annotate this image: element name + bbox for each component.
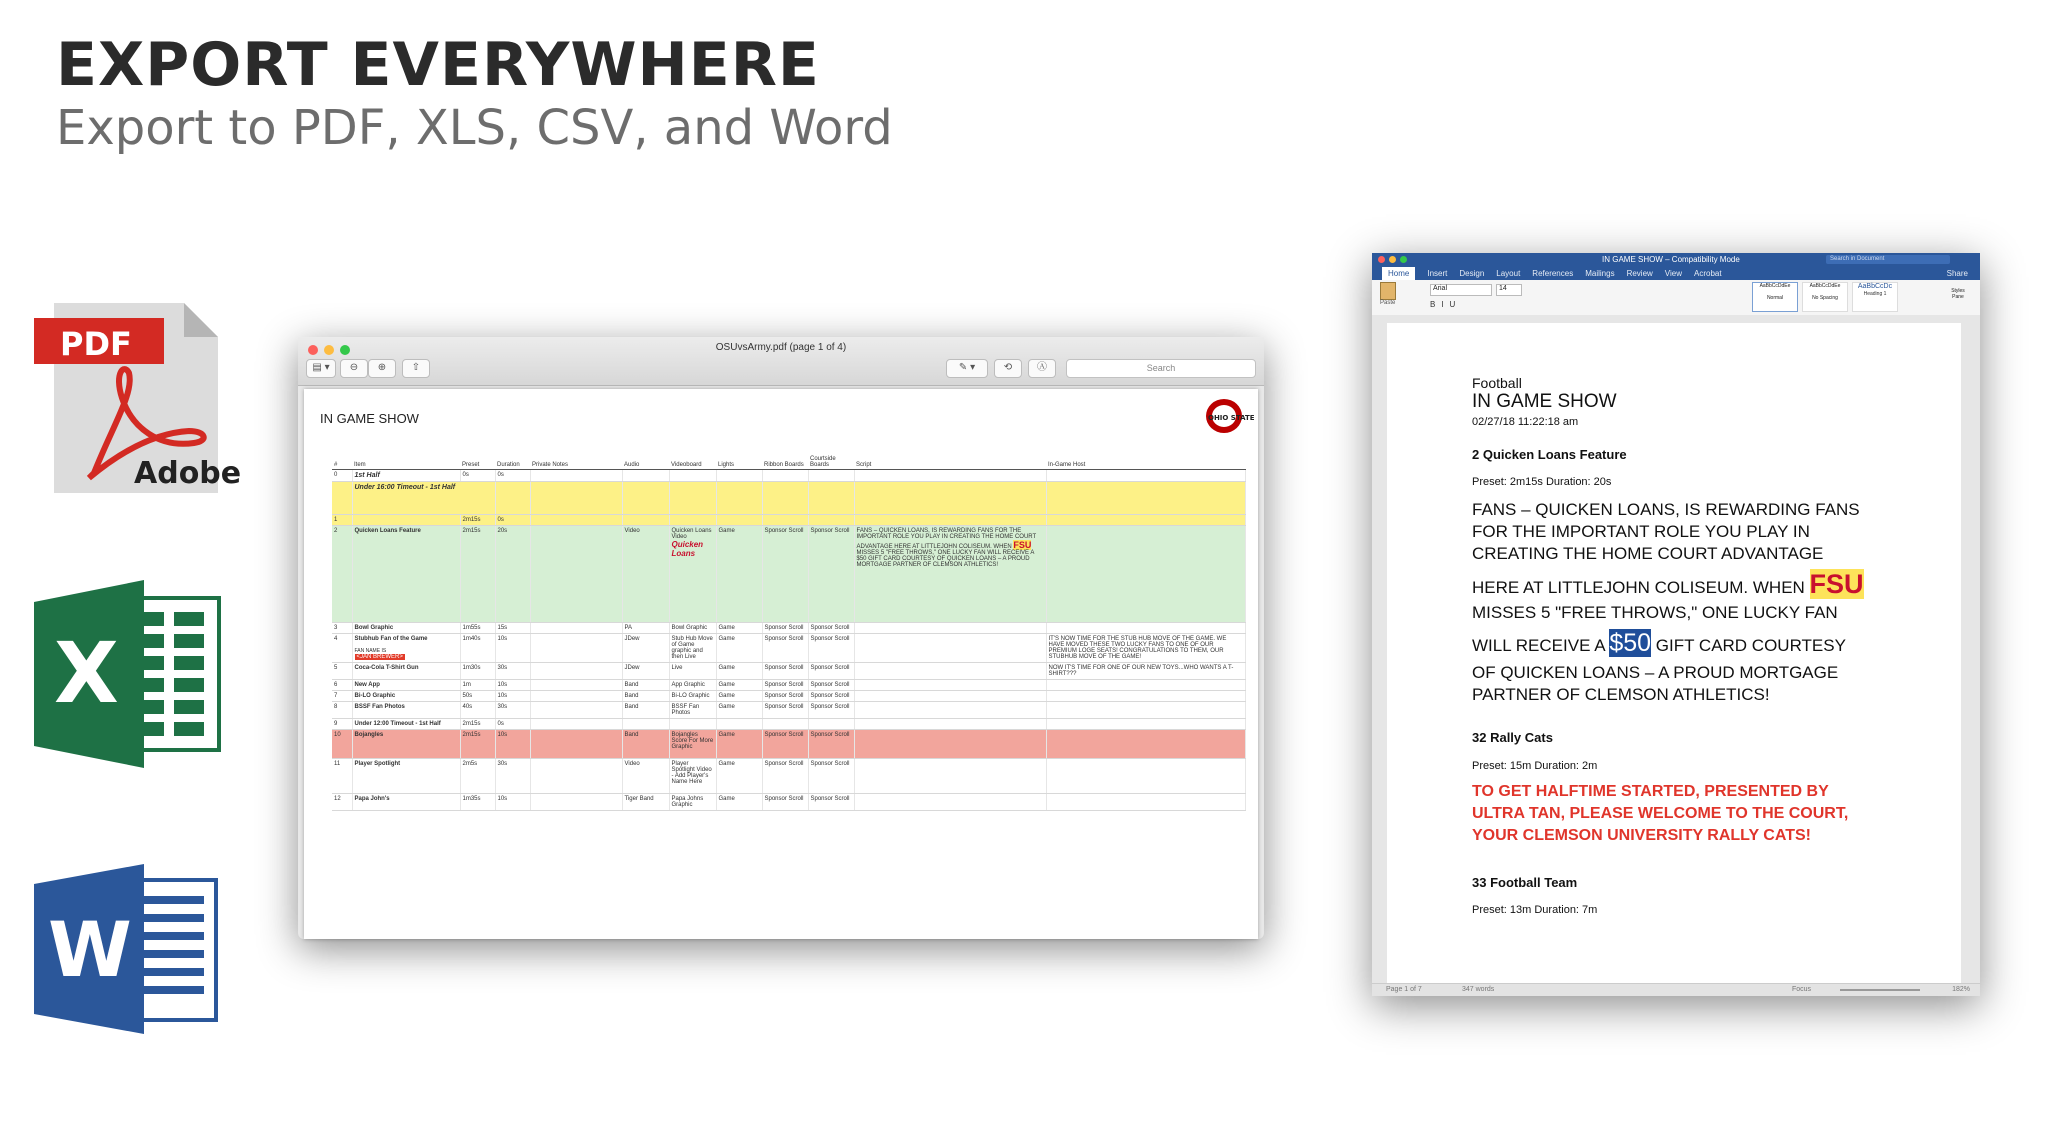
cell-item: Bojangles	[352, 730, 460, 759]
cell-ribbon: Sponsor Scroll	[762, 730, 808, 759]
excel-letter: X	[54, 624, 119, 722]
fsu-highlight: FSU	[1013, 540, 1032, 550]
cell-court: Sponsor Scroll	[808, 663, 854, 680]
cell-ribbon: Sponsor Scroll	[762, 691, 808, 702]
word-window-title: IN GAME SHOW – Compatibility Mode	[1602, 255, 1740, 264]
cell-empty	[854, 515, 1046, 526]
cell-num: 0	[332, 470, 352, 482]
cell-empty	[622, 515, 669, 526]
word-count: 347 words	[1462, 986, 1495, 993]
cell-empty	[1046, 526, 1246, 623]
cell-duration: 15s	[495, 623, 530, 634]
doc-category: Football	[1472, 375, 1522, 391]
close-button[interactable]	[1378, 256, 1385, 263]
col-header: Preset	[460, 455, 495, 470]
cell-empty	[1046, 691, 1246, 702]
cell-empty	[854, 634, 1046, 663]
cell-empty	[530, 702, 622, 719]
item-football-title: 33 Football Team	[1472, 875, 1578, 890]
col-header: Courtside Boards	[808, 455, 854, 470]
word-ribbon	[1372, 280, 1980, 316]
doc-line-text: WILL RECEIVE A	[1472, 636, 1605, 655]
cell-preset: 1m30s	[460, 663, 495, 680]
cell-lights: Game	[716, 759, 762, 794]
cell-empty	[854, 470, 1046, 482]
cell-empty	[808, 482, 854, 515]
styles-pane-button[interactable]: Styles Pane	[1951, 288, 1965, 300]
table-row	[332, 470, 1246, 482]
cell-court: Sponsor Scroll	[808, 702, 854, 719]
cell-audio: Band	[622, 702, 669, 719]
doc-line-red: TO GET HALFTIME STARTED, PRESENTED BY	[1472, 783, 1829, 800]
table-header-row	[332, 455, 1246, 470]
table-row	[332, 482, 1246, 515]
quicken-loans-logo: Quicken Loans	[671, 540, 704, 558]
col-header: Ribbon Boards	[762, 455, 808, 470]
cell-lights: Game	[716, 623, 762, 634]
cell-empty	[1046, 623, 1246, 634]
cell-empty	[669, 470, 716, 482]
cell-audio: Video	[622, 759, 669, 794]
cell-duration: 0s	[495, 515, 530, 526]
cell-ribbon: Sponsor Scroll	[762, 663, 808, 680]
cell-video: Bi-LO Graphic	[669, 691, 716, 702]
col-header: Videoboard	[669, 455, 716, 470]
cell-lights: Game	[716, 680, 762, 691]
cell-empty	[530, 691, 622, 702]
style-no-spacing[interactable]	[1802, 282, 1848, 312]
cell-audio: Band	[622, 730, 669, 759]
cell-empty	[854, 730, 1046, 759]
cell-num: 1	[332, 515, 352, 526]
cell-empty	[669, 515, 716, 526]
style-sample: AaBbCcDdEe	[1809, 283, 1841, 289]
word-titlebar	[1372, 253, 1980, 267]
cell-duration: 0s	[495, 719, 530, 730]
cell-empty	[1046, 719, 1246, 730]
cell-audio: Band	[622, 680, 669, 691]
table-row	[332, 730, 1246, 759]
table-row	[332, 702, 1246, 719]
excel-file-icon	[34, 580, 219, 768]
table-row	[332, 691, 1246, 702]
zoom-slider[interactable]	[1840, 989, 1920, 991]
col-header: Private Notes	[530, 455, 622, 470]
cell-ribbon: Sponsor Scroll	[762, 526, 808, 623]
cell-item: Under 16:00 Timeout - 1st Half	[352, 482, 495, 515]
cell-audio: Video	[622, 526, 669, 623]
cell-empty	[1046, 470, 1246, 482]
font-name-select[interactable]: Arial	[1430, 284, 1492, 296]
cell-duration: 10s	[495, 634, 530, 663]
cell-lights: Game	[716, 730, 762, 759]
col-header: #	[332, 455, 352, 470]
cell-num: 4	[332, 634, 352, 663]
script-text: MISSES 5 "FREE THROWS," ONE LUCKY FAN WILL RECEIVE A $50 GIFT CARD COURTESY OF QUICKEN LOANS – A PROUD MORTGAGE PARTNER OF CLEMSON ATHLETICS!	[856, 550, 1035, 568]
table-row	[332, 759, 1246, 794]
cell-duration: 30s	[495, 702, 530, 719]
doc-line-red: YOUR CLEMSON UNIVERSITY RALLY CATS!	[1472, 827, 1811, 844]
pdf-label: PDF	[60, 325, 132, 363]
cell-item: Bi-LO Graphic	[352, 691, 460, 702]
cell-duration: 10s	[495, 794, 530, 811]
paste-button[interactable]	[1380, 282, 1396, 306]
cell-item: BSSF Fan Photos	[352, 702, 460, 719]
style-heading-1[interactable]	[1852, 282, 1898, 312]
cell-video: Bowl Graphic	[669, 623, 716, 634]
cell-empty	[854, 691, 1046, 702]
cell-empty	[762, 482, 808, 515]
cell-preset: 1m55s	[460, 623, 495, 634]
col-header: Item	[352, 455, 460, 470]
script-text: FANS – QUICKEN LOANS, IS REWARDING FANS FOR THE IMPORTANT ROLE YOU PLAY IN CREATING THE HOME COURT ADVANTAGE HERE AT LITTLEJOHN COLISEUM. WHEN	[856, 528, 1037, 550]
cell-empty	[854, 623, 1046, 634]
cell-preset: 2m15s	[460, 730, 495, 759]
table-row	[332, 526, 1246, 623]
cell-preset: 1m	[460, 680, 495, 691]
cell-empty	[1046, 794, 1246, 811]
col-header: Audio	[622, 455, 669, 470]
cell-duration: 20s	[495, 526, 530, 623]
doc-title: IN GAME SHOW	[1472, 391, 1617, 412]
cell-num: 12	[332, 794, 352, 811]
cell-empty	[530, 719, 622, 730]
tab-insert[interactable]: Insert	[1427, 269, 1448, 278]
tab-mailings[interactable]: Mailings	[1585, 269, 1615, 278]
word-document-area	[1372, 315, 1980, 984]
col-header: Duration	[495, 455, 530, 470]
cell-empty	[622, 719, 669, 730]
page-count: Page 1 of 7	[1386, 986, 1422, 993]
tab-view[interactable]: View	[1664, 269, 1682, 278]
doc-date: 02/27/18 11:22:18 am	[1472, 416, 1579, 428]
style-sample: AaBbCcDc	[1857, 283, 1893, 290]
cell-num: 9	[332, 719, 352, 730]
doc-line: OF QUICKEN LOANS – A PROUD MORTGAGE	[1472, 663, 1839, 682]
tab-references[interactable]: References	[1532, 269, 1574, 278]
cell-duration: 0s	[495, 470, 530, 482]
cell-empty	[1046, 730, 1246, 759]
style-name: Heading 1	[1863, 291, 1887, 297]
cell-empty	[854, 680, 1046, 691]
cell-video-text: Quicken Loans Video	[671, 528, 712, 540]
doc-line: PARTNER OF CLEMSON ATHLETICS!	[1472, 685, 1770, 704]
cell-num: 3	[332, 623, 352, 634]
cell-duration: 10s	[495, 680, 530, 691]
zoom-level: 182%	[1952, 986, 1970, 993]
item-rally-title: 32 Rally Cats	[1472, 730, 1553, 745]
cell-empty	[530, 515, 622, 526]
cell-preset: 2m15s	[460, 719, 495, 730]
fifty-dollar-highlight: $50	[1609, 629, 1652, 657]
style-name: Normal	[1766, 295, 1784, 301]
cell-ribbon: Sponsor Scroll	[762, 623, 808, 634]
cell-duration: 30s	[495, 663, 530, 680]
share-icon[interactable]: ⇧	[402, 359, 430, 378]
cell-empty	[530, 470, 622, 482]
cell-lights: Game	[716, 691, 762, 702]
table-row	[332, 663, 1246, 680]
cell-duration: 30s	[495, 759, 530, 794]
cell-video: Stub Hub Move of Game graphic and then Live	[669, 634, 716, 663]
cell-num: 2	[332, 526, 352, 623]
word-search-input[interactable]: Search in Document	[1826, 255, 1950, 264]
fan-label: FAN NAME IS	[354, 648, 387, 654]
cell-empty	[1046, 515, 1246, 526]
cell-empty	[530, 794, 622, 811]
zoom-out-icon[interactable]: ⊖	[340, 359, 368, 378]
focus-button[interactable]: Focus	[1792, 986, 1812, 993]
tab-review[interactable]: Review	[1626, 269, 1653, 278]
cell-item: Player Spotlight	[352, 759, 460, 794]
ohio-state-logo-icon	[1204, 397, 1255, 435]
cell-empty	[808, 719, 854, 730]
cell-empty	[854, 702, 1046, 719]
preview-window-title: OSUvsArmy.pdf (page 1 of 4)	[715, 342, 847, 353]
adobe-label: Adobe	[134, 456, 242, 491]
cell-empty	[854, 794, 1046, 811]
cell-empty	[530, 680, 622, 691]
cell-ribbon: Sponsor Scroll	[762, 702, 808, 719]
cell-audio: JDew	[622, 634, 669, 663]
cell-empty	[762, 470, 808, 482]
cell-item: 1st Half	[352, 470, 460, 482]
cell-empty	[716, 482, 762, 515]
cell-empty	[530, 759, 622, 794]
cell-lights: Game	[716, 663, 762, 680]
cell-audio: PA	[622, 623, 669, 634]
cell-court: Sponsor Scroll	[808, 759, 854, 794]
cell-item: Papa John's	[352, 794, 460, 811]
cell-num: 7	[332, 691, 352, 702]
hero-title: EXPORT EVERYWHERE	[56, 30, 820, 100]
cell-empty	[332, 482, 352, 515]
doc-line: CREATING THE HOME COURT ADVANTAGE	[1472, 544, 1824, 563]
cell-num: 11	[332, 759, 352, 794]
cell-video: Live	[669, 663, 716, 680]
cell-empty	[669, 719, 716, 730]
show-table	[332, 455, 1246, 811]
cell-preset: 0s	[460, 470, 495, 482]
cell-empty	[1046, 680, 1246, 691]
cell-court: Sponsor Scroll	[808, 691, 854, 702]
cell-audio: Band	[622, 691, 669, 702]
cell-empty	[808, 515, 854, 526]
cell-empty	[669, 482, 716, 515]
cell-empty	[762, 515, 808, 526]
cell-preset: 40s	[460, 702, 495, 719]
pdf-file-icon	[34, 303, 242, 493]
cell-preset: 2m5s	[460, 759, 495, 794]
annotate-icon[interactable]: Ⓐ	[1028, 359, 1056, 378]
font-size-select[interactable]: 14	[1496, 284, 1522, 296]
table-row	[332, 680, 1246, 691]
cell-preset: 2m15s	[460, 515, 495, 526]
cell-empty	[622, 482, 669, 515]
cell-court: Sponsor Scroll	[808, 730, 854, 759]
fan-name-tag: <JAN BREWER>	[356, 654, 403, 660]
word-window	[1372, 253, 1980, 996]
tab-acrobat[interactable]: Acrobat	[1694, 269, 1722, 278]
style-sample: AaBbCcDdEe	[1759, 283, 1791, 289]
cell-empty	[1046, 482, 1246, 515]
cell-num: 10	[332, 730, 352, 759]
cell-video: BSSF Fan Photos	[669, 702, 716, 719]
cell-empty	[1046, 759, 1246, 794]
zoom-in-icon[interactable]: ⊕	[368, 359, 396, 378]
cell-court: Sponsor Scroll	[808, 634, 854, 663]
table-row	[332, 623, 1246, 634]
cell-empty	[530, 634, 622, 663]
cell-empty	[854, 482, 1046, 515]
cell-empty	[854, 663, 1046, 680]
cell-court: Sponsor Scroll	[808, 526, 854, 623]
doc-line-text: HERE AT LITTLEJOHN COLISEUM. WHEN	[1472, 578, 1805, 597]
cell-item-text: Stubhub Fan of the Game	[354, 636, 428, 642]
cell-court: Sponsor Scroll	[808, 794, 854, 811]
cell-video	[669, 526, 716, 623]
cell-ribbon: Sponsor Scroll	[762, 680, 808, 691]
cell-preset: 2m15s	[460, 526, 495, 623]
cell-item: New App	[352, 680, 460, 691]
cell-video: Bojangles Score For More Graphic	[669, 730, 716, 759]
rotate-icon[interactable]: ⟲	[994, 359, 1022, 378]
cell-empty	[1046, 702, 1246, 719]
cell-num: 6	[332, 680, 352, 691]
col-header: Script	[854, 455, 1046, 470]
share-button[interactable]: Share	[1946, 269, 1968, 278]
cell-item: Quicken Loans Feature	[352, 526, 460, 623]
cell-empty	[854, 719, 1046, 730]
cell-ribbon: Sponsor Scroll	[762, 759, 808, 794]
cell-empty	[530, 663, 622, 680]
doc-line	[1472, 629, 1846, 658]
preview-titlebar	[298, 337, 1264, 386]
osu-logo-text: OHIO STATE	[1208, 414, 1255, 422]
cell-ribbon: Sponsor Scroll	[762, 634, 808, 663]
cell-audio: Tiger Band	[622, 794, 669, 811]
cell-lights: Game	[716, 526, 762, 623]
sidebar-toggle-icon[interactable]: ▤ ▾	[306, 359, 336, 378]
doc-line-text: GIFT CARD COURTESY	[1655, 636, 1846, 655]
table-row	[332, 794, 1246, 811]
paste-label: Paste	[1380, 300, 1396, 306]
cell-item: Under 12:00 Timeout - 1st Half	[352, 719, 460, 730]
styles-gallery	[1752, 282, 1898, 312]
markup-pen-icon[interactable]: ✎ ▾	[946, 359, 988, 378]
pdf-preview-window	[298, 337, 1264, 939]
cell-empty	[716, 719, 762, 730]
style-name: No Spacing	[1812, 295, 1838, 301]
cell-ribbon: Sponsor Scroll	[762, 794, 808, 811]
col-header: In-Game Host	[1046, 455, 1246, 470]
item-rally-meta: Preset: 15m Duration: 2m	[1472, 760, 1598, 772]
word-file-icon	[34, 864, 216, 1034]
pdf-page	[304, 389, 1258, 939]
cell-court: Sponsor Scroll	[808, 680, 854, 691]
cell-empty	[808, 470, 854, 482]
doc-line	[1472, 569, 1864, 600]
cell-audio: JDew	[622, 663, 669, 680]
cell-video: App Graphic	[669, 680, 716, 691]
cell-duration: 10s	[495, 730, 530, 759]
doc-line: MISSES 5 "FREE THROWS," ONE LUCKY FAN	[1472, 603, 1838, 622]
cell-lights: Game	[716, 794, 762, 811]
word-letter: W	[48, 905, 132, 994]
format-buttons[interactable]: BIU	[1430, 300, 1462, 309]
cell-item: Coca-Cola T-Shirt Gun	[352, 663, 460, 680]
cell-preset: 50s	[460, 691, 495, 702]
cell-num: 5	[332, 663, 352, 680]
cell-lights: Game	[716, 702, 762, 719]
ribbon-tabs	[1372, 267, 1980, 280]
cell-empty	[716, 470, 762, 482]
cell-item: Bowl Graphic	[352, 623, 460, 634]
cell-empty	[352, 515, 460, 526]
cell-host: NOW IT'S TIME FOR ONE OF OUR NEW TOYS...WHO WANTS A T-SHIRT???	[1046, 663, 1246, 680]
cell-item	[352, 634, 460, 663]
cell-empty	[530, 730, 622, 759]
word-page	[1387, 323, 1961, 984]
minimize-button[interactable]	[1389, 256, 1396, 263]
cell-num: 8	[332, 702, 352, 719]
tab-design[interactable]: Design	[1459, 269, 1485, 278]
tab-layout[interactable]: Layout	[1496, 269, 1521, 278]
hero-subtitle: Export to PDF, XLS, CSV, and Word	[56, 100, 893, 156]
tab-home[interactable]: Home	[1382, 267, 1415, 280]
zoom-button[interactable]	[1400, 256, 1407, 263]
preview-search-input[interactable]: Search	[1066, 359, 1256, 378]
cell-empty	[716, 515, 762, 526]
cell-video: Player Spotlight Video - Add Player's Name Here	[669, 759, 716, 794]
cell-empty	[762, 719, 808, 730]
cell-empty	[530, 526, 622, 623]
doc-line: FOR THE IMPORTANT ROLE YOU PLAY IN	[1472, 522, 1810, 541]
doc-line: FANS – QUICKEN LOANS, IS REWARDING FANS	[1472, 500, 1860, 519]
cell-empty	[854, 759, 1046, 794]
cell-empty	[622, 470, 669, 482]
cell-court: Sponsor Scroll	[808, 623, 854, 634]
col-header: Lights	[716, 455, 762, 470]
cell-video: Papa Johns Graphic	[669, 794, 716, 811]
item-football-meta: Preset: 13m Duration: 7m	[1472, 904, 1598, 916]
cell-script	[854, 526, 1046, 623]
cell-empty	[495, 482, 530, 515]
cell-preset: 1m35s	[460, 794, 495, 811]
word-window-controls	[1378, 256, 1407, 263]
cell-preset: 1m40s	[460, 634, 495, 663]
cell-empty	[530, 482, 622, 515]
cell-lights: Game	[716, 634, 762, 663]
word-status-bar	[1372, 983, 1980, 996]
fsu-highlight: FSU	[1809, 569, 1864, 599]
table-row	[332, 719, 1246, 730]
cell-host: IT'S NOW TIME FOR THE STUB HUB MOVE OF THE GAME. WE HAVE MOVED THESE TWO LUCKY FANS TO ONE OF OUR PREMIUM LOGE SEATS! CONGRATULATIONS TO THEM, OUR STUBHUB MOVE OF THE GAME!	[1046, 634, 1246, 663]
cell-duration: 10s	[495, 691, 530, 702]
table-row	[332, 515, 1246, 526]
style-normal[interactable]	[1752, 282, 1798, 312]
item-quicken-title: 2 Quicken Loans Feature	[1472, 447, 1627, 462]
item-quicken-meta: Preset: 2m15s Duration: 20s	[1472, 476, 1612, 488]
pdf-doc-title: IN GAME SHOW	[320, 411, 419, 426]
cell-empty	[530, 623, 622, 634]
doc-line-red: ULTRA TAN, PLEASE WELCOME TO THE COURT,	[1472, 805, 1849, 822]
table-row	[332, 634, 1246, 663]
